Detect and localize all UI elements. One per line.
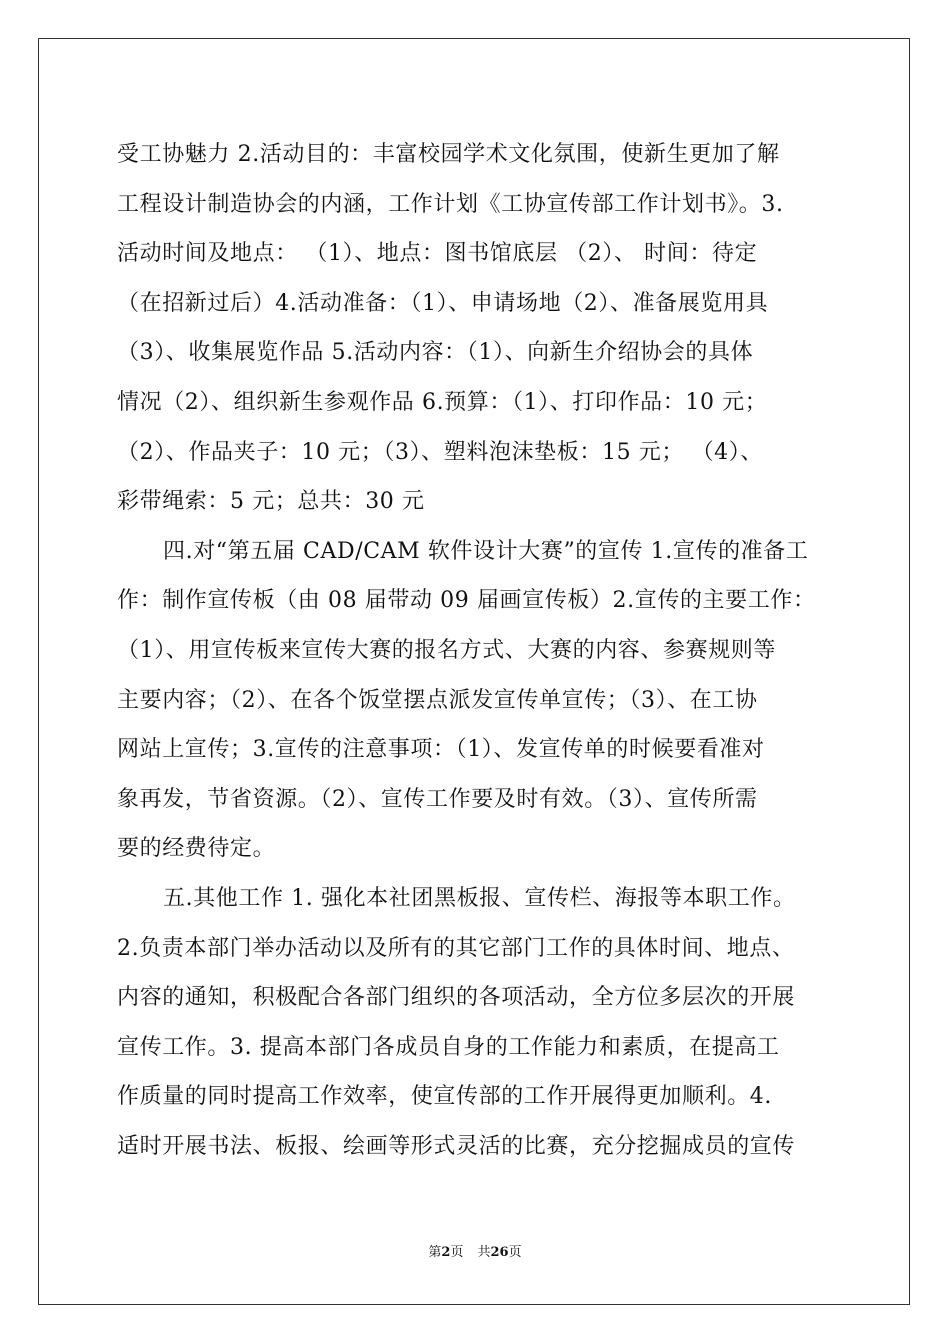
paragraph-start-line: 四.对“第五届 CAD/CAM 软件设计大赛”的宣传 1.宣传的准备工 <box>163 538 809 564</box>
text-line: 要的经费待定。 <box>117 836 276 862</box>
text-line: 作：制作宣传板（由 08 届带动 09 届画宣传板）2.宣传的主要工作： <box>117 588 816 614</box>
text-line: 内容的通知，积极配合各部门组织的各项活动，全方位多层次的开展 <box>117 985 796 1011</box>
text-line: 主要内容；（2）、在各个饭堂摆点派发宣传单宣传；（3）、在工协 <box>117 687 758 713</box>
page-number: 2 <box>441 1245 451 1260</box>
paragraph-start-line: 五.其他工作 1. 强化本社团黑板报、宣传栏、海报等本职工作。 <box>163 885 796 911</box>
text-line: （在招新过后）4.活动准备：（1）、申请场地（2）、准备展览用具 <box>117 290 769 316</box>
text-line: 彩带绳索：5 元；总共：30 元 <box>117 489 425 515</box>
text-line: 作质量的同时提高工作效率，使宣传部的工作开展得更加顺利。4. <box>117 1084 772 1110</box>
document-body <box>117 130 837 1171</box>
text-line: 宣传工作。3. 提高本部门各成员自身的工作能力和素质，在提高工 <box>117 1034 780 1060</box>
text-line: 象再发，节省资源。（2）、宣传工作要及时有效。（3）、宣传所需 <box>117 786 758 812</box>
text-line: 工程设计制造协会的内涵，工作计划《工协宣传部工作计划书》。3. <box>117 191 784 217</box>
text-line: 2.负责本部门举办活动以及所有的其它部门工作的具体时间、地点、 <box>117 935 795 961</box>
page-label-prefix: 第 <box>428 1245 442 1260</box>
text-line: （1）、用宣传板来宣传大赛的报名方式、大赛的内容、参赛规则等 <box>117 637 776 663</box>
text-line: 受工协魅力 2.活动目的：丰富校园学术文化氛围，使新生更加了解 <box>117 142 780 167</box>
text-line: 活动时间及地点： （1）、地点：图书馆底层 （2）、 时间：待定 <box>117 241 758 267</box>
text-line: 适时开展书法、板报、绘画等形式灵活的比赛，充分挖掘成员的宣传 <box>117 1133 796 1159</box>
page-label-suffix: 页 <box>450 1245 464 1260</box>
text-line: 网站上宣传；3.宣传的注意事项：（1）、发宣传单的时候要看准对 <box>117 737 765 763</box>
total-pages: 26 <box>490 1245 509 1260</box>
total-label-suffix: 页 <box>508 1245 522 1260</box>
text-line: 情况（2）、组织新生参观作品 6.预算：（1）、打印作品：10 元； <box>117 389 768 415</box>
text-line: （3）、收集展览作品 5.活动内容：（1）、向新生介绍协会的具体 <box>117 340 754 366</box>
text-line: （2）、作品夹子：10 元；（3）、塑料泡沫垫板：15 元； （4）、 <box>117 439 763 465</box>
page-footer <box>0 1245 950 1261</box>
total-label-prefix: 共 <box>477 1245 491 1260</box>
